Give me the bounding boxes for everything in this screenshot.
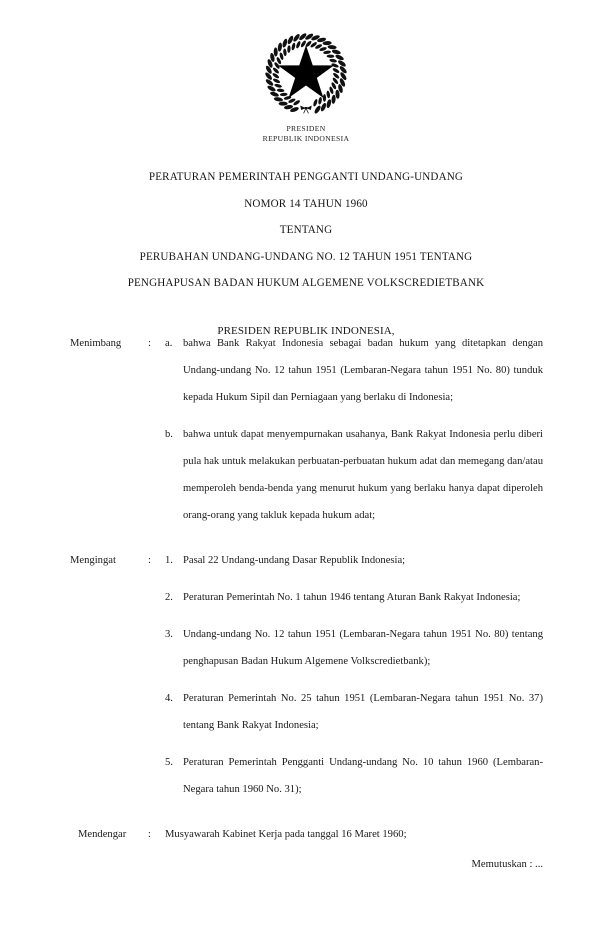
title-line-tentang: TENTANG xyxy=(279,224,333,237)
title-line-5: PENGHAPUSAN BADAN HUKUM ALGEMENE VOLKSCREDIETBANK xyxy=(127,277,485,290)
list-item xyxy=(165,584,543,611)
item-marker: 1. xyxy=(165,555,173,566)
item-marker: 4. xyxy=(165,693,173,704)
item-text: Peraturan Pemerintah No. 1 tahun 1946 tentang Aturan Bank Rakyat Indonesia; xyxy=(183,592,521,603)
document-body xyxy=(0,330,612,878)
mengingat-colon: : xyxy=(148,555,151,566)
title-line-1: PERATURAN PEMERINTAH PENGGANTI UNDANG-UNDANG xyxy=(148,171,464,184)
item-marker: 2. xyxy=(165,592,173,603)
emblem-block xyxy=(0,0,612,144)
document-title xyxy=(0,164,612,297)
menimbang-label: Menimbang xyxy=(70,338,122,349)
list-item xyxy=(165,749,543,803)
mengingat-label: Mengingat xyxy=(70,555,116,566)
item-marker: 5. xyxy=(165,757,173,768)
item-marker: a. xyxy=(165,338,173,349)
title-line-4: PERUBAHAN UNDANG-UNDANG NO. 12 TAHUN 1951 TENTANG xyxy=(139,250,473,263)
menimbang-items xyxy=(165,330,543,529)
garuda-star-wreath-emblem xyxy=(258,26,354,122)
section-mengingat xyxy=(0,547,612,803)
list-item xyxy=(165,621,543,675)
title-line-number: NOMOR 14 TAHUN 1960 xyxy=(244,197,368,210)
mengingat-items xyxy=(165,547,543,803)
mendengar-label: Mendengar xyxy=(78,829,127,840)
item-text: Pasal 22 Undang-undang Dasar Republik Indonesia; xyxy=(183,555,406,566)
emblem-caption-line-2: REPUBLIK INDONESIA xyxy=(262,134,350,144)
menimbang-colon: : xyxy=(148,338,151,349)
item-text: Peraturan Pemerintah No. 25 tahun 1951 (Lembaran-Negara tahun 1951 No. 37) tentang Bank Rakyat Indonesia; xyxy=(183,693,543,731)
opening-line: PRESIDEN REPUBLIK INDONESIA, xyxy=(217,324,395,337)
section-mendengar xyxy=(0,821,612,848)
mendengar-colon: : xyxy=(148,829,151,840)
list-item xyxy=(165,821,543,848)
mendengar-items xyxy=(165,821,543,848)
emblem-caption xyxy=(0,124,612,144)
item-text: Musyawarah Kabinet Kerja pada tanggal 16 Maret 1960; xyxy=(165,829,407,840)
item-text: bahwa untuk dapat menyempurnakan usahanya, Bank Rakyat Indonesia perlu diberi pula hak untuk melakukan perbuatan-perbuatan hukum adat dan memegang dan/atau memperoleh benda-benda yang menurut hukum yang berlaku hanya dapat diperoleh orang-orang yang takluk kepada hukum adat; xyxy=(183,429,543,521)
item-marker: 3. xyxy=(165,629,173,640)
list-item xyxy=(165,685,543,739)
closing-memutuskan: Memutuskan : ... xyxy=(471,859,543,870)
list-item xyxy=(165,330,543,411)
list-item xyxy=(165,547,543,574)
item-text: Peraturan Pemerintah Pengganti Undang-undang No. 10 tahun 1960 (Lembaran-Negara tahun 1960 No. 31); xyxy=(183,757,543,795)
emblem-caption-line-1: PRESIDEN xyxy=(286,124,326,133)
list-item xyxy=(165,421,543,529)
item-text: Undang-undang No. 12 tahun 1951 (Lembaran-Negara tahun 1951 No. 80) tentang penghapusan Badan Hukum Algemene Volkscredietbank); xyxy=(183,629,543,667)
section-menimbang xyxy=(0,330,612,529)
item-marker: b. xyxy=(165,429,173,440)
item-text: bahwa Bank Rakyat Indonesia sebagai badan hukum yang ditetapkan dengan Undang-undang No. 12 tahun 1951 (Lembaran-Negara tahun 1951 No. 80) tunduk kepada Hukum Sipil dan Perniagaan yang berlaku di Indonesia; xyxy=(183,338,543,403)
